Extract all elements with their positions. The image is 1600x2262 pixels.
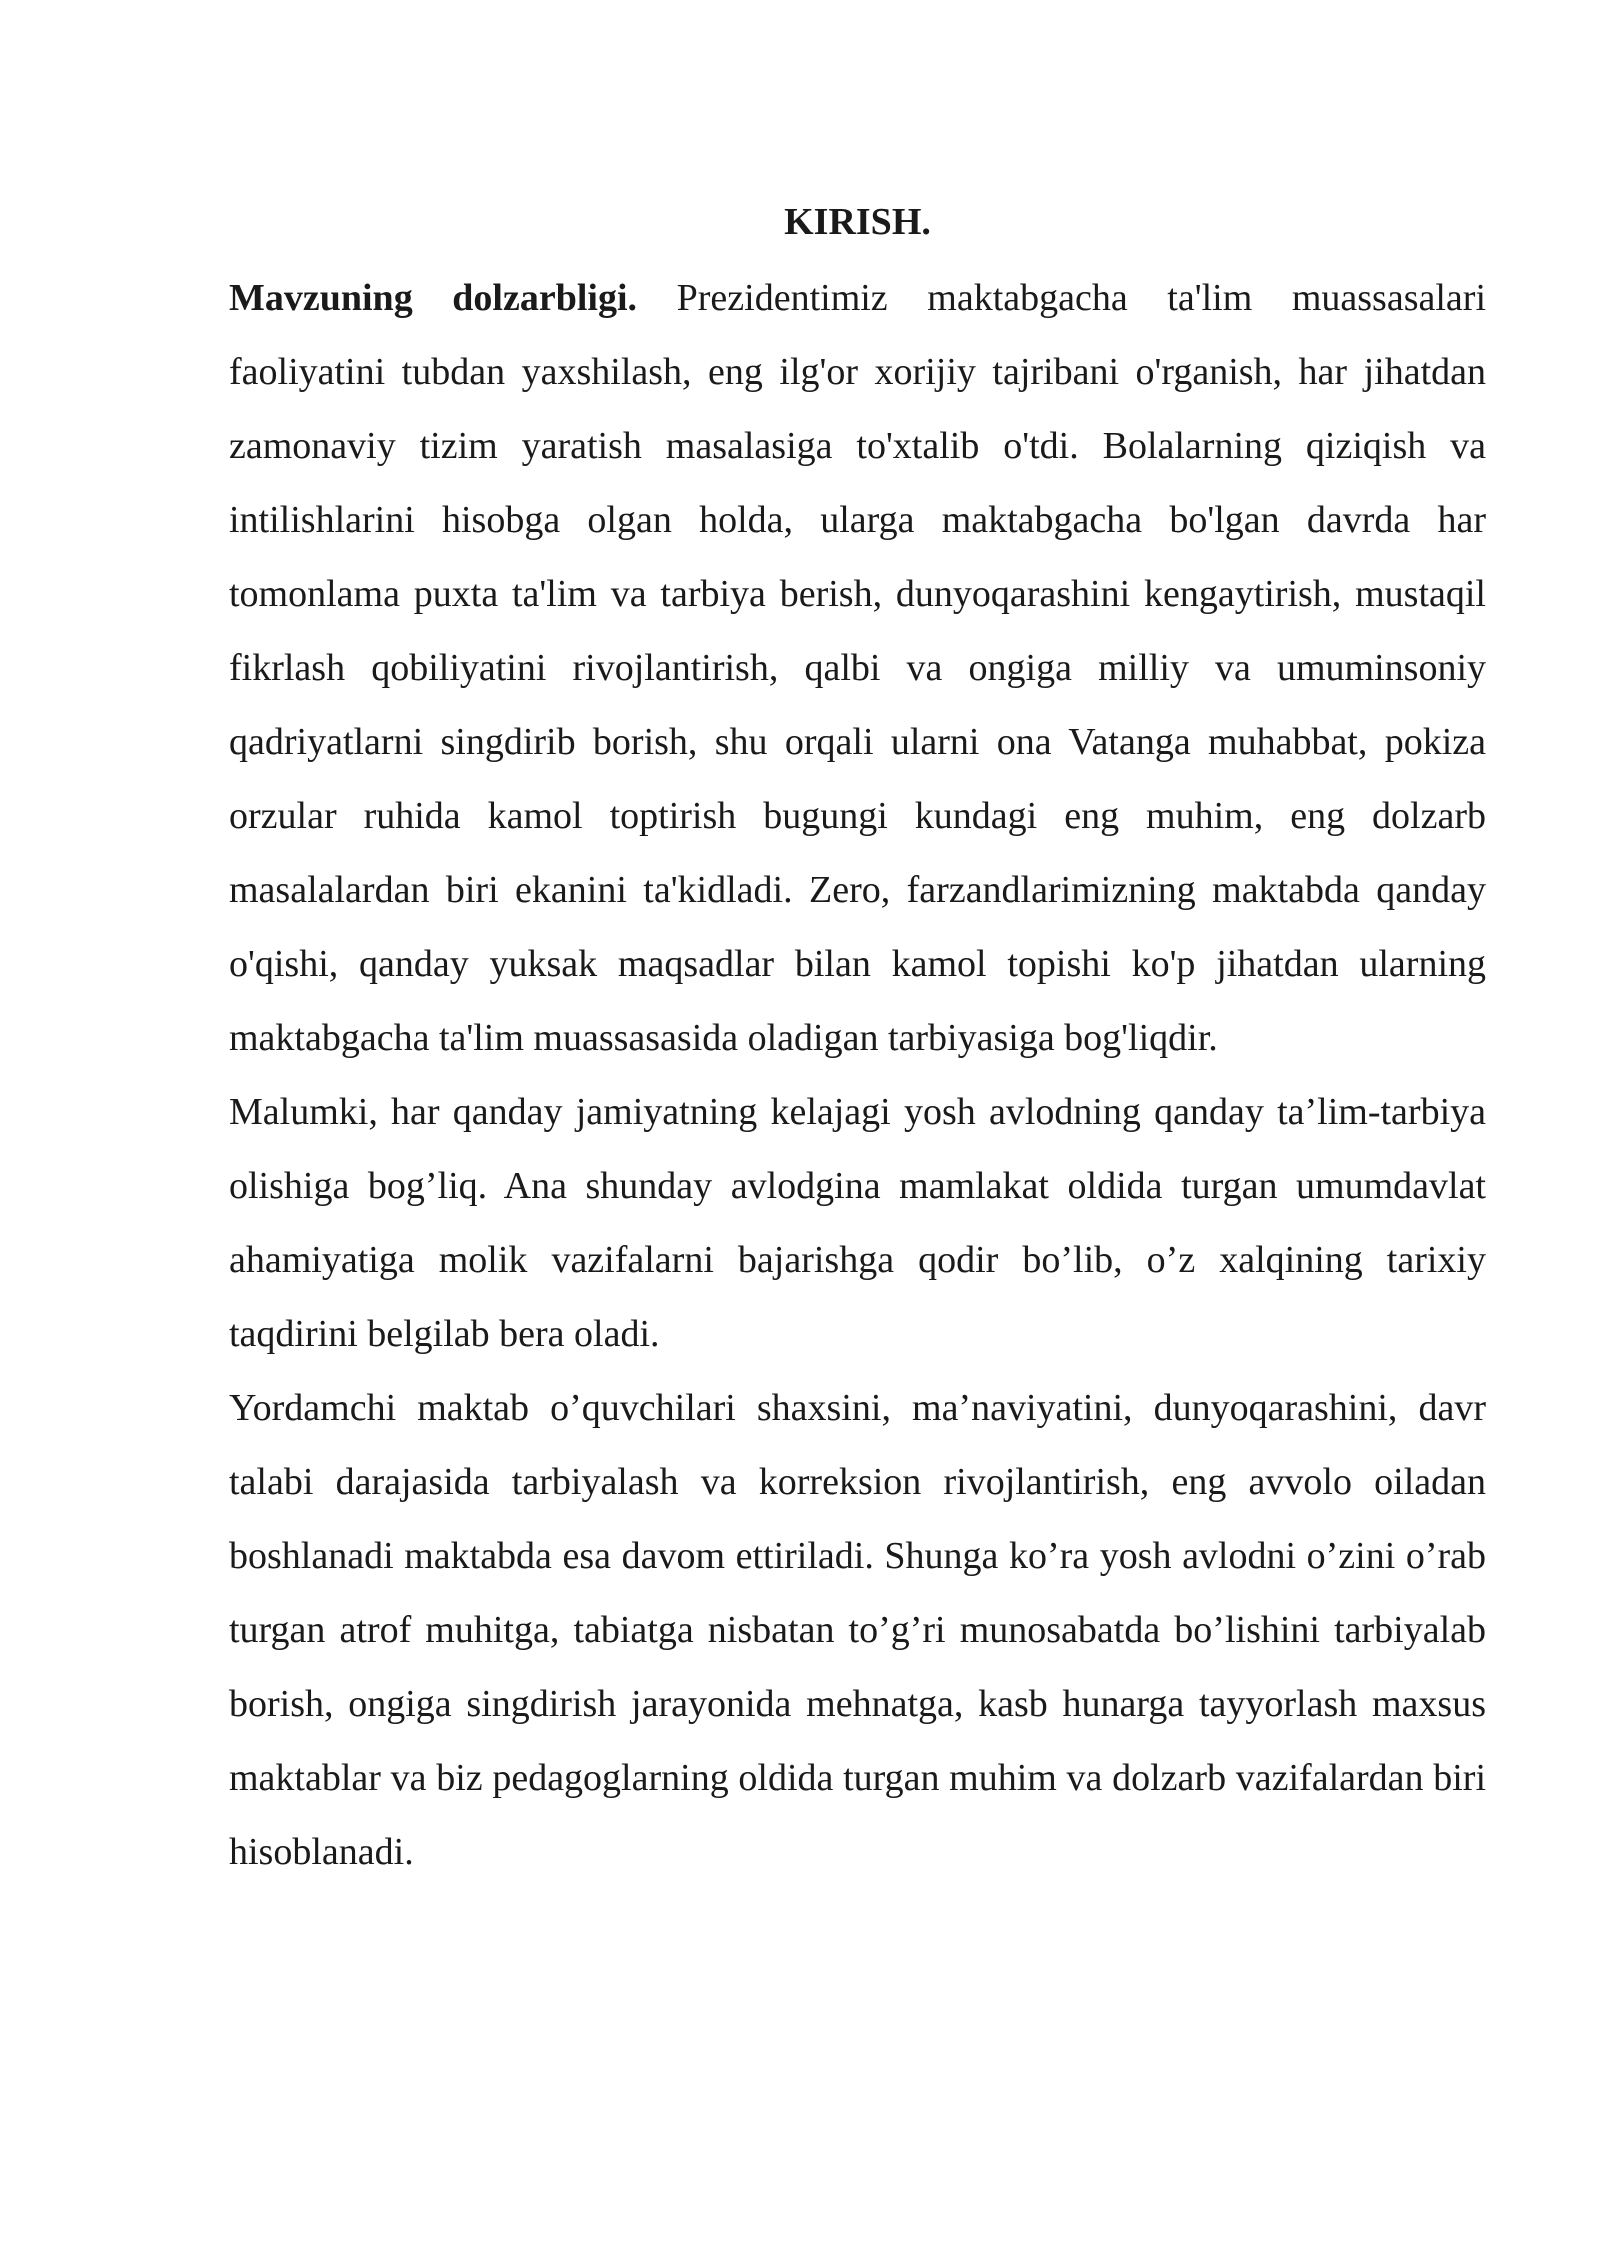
paragraph-society bbox=[229, 1075, 1486, 1371]
paragraph-text: Malumki, har qanday jamiyatning kelajagi yosh avlodning qanday ta’lim-tarbiya olishiga bog’liq. Ana shunday avlodgina mamlakat oldida turgan umumdavlat ahamiyatiga molik vazifalarni bajarishga qodir bo’lib, o’z xalqining tarixiy taqdirini belgilab bera oladi. bbox=[229, 1091, 1486, 1355]
page-title: KIRISH. bbox=[784, 201, 931, 243]
paragraph-special-school bbox=[229, 1371, 1486, 1889]
paragraph-relevance bbox=[229, 261, 1486, 1075]
paragraph-text: Yordamchi maktab o’quvchilari shaxsini, ma’naviyatini, dunyoqarashini, davr talabi darajasida tarbiyalash va korreksion rivojlantirish, eng avvolo oiladan boshlanadi maktabda esa davom ettiriladi. Shunga ko’ra yosh avlodni o’zini o’rab turgan atrof muhitga, tabiatga nisbatan to’g’ri munosabatda bo’lishini tarbiyalab borish, ongiga singdirish jarayonida mehnatga, kasb hunarga tayyorlash maxsus maktablar va biz pedagoglarning oldida turgan muhim va dolzarb vazifalardan biri hisoblanadi. bbox=[229, 1387, 1486, 1873]
paragraph-lead: Mavzuning dolzarbligi. bbox=[229, 277, 638, 319]
paragraph-text: Prezidentimiz maktabgacha ta'lim muassasalari faoliyatini tubdan yaxshilash, eng ilg'or xorijiy tajribani o'rganish, har jihatdan zamonaviy tizim yaratish masalasiga to'xtalib o'tdi. Bolalarning qiziqish va intilishlarini hisobga olgan holda, ularga maktabgacha bo'lgan davrda har tomonlama puxta ta'lim va tarbiya berish, dunyoqarashini kengaytirish, mustaqil fikrlash qobiliyatini rivojlantirish, qalbi va ongiga milliy va umuminsoniy qadriyatlarni singdirib borish, shu orqali ularni ona Vatanga muhabbat, pokiza orzular ruhida kamol toptirish bugungi kundagi eng muhim, eng dolzarb masalalardan biri ekanini ta'kidladi. Zero, farzandlarimizning maktabda qanday o'qishi, qanday yuksak maqsadlar bilan kamol topishi ko'p jihatdan ularning maktabgacha ta'lim muassasasida oladigan tarbiyasiga bog'liqdir. bbox=[229, 277, 1487, 1059]
document-body bbox=[229, 185, 1486, 1889]
